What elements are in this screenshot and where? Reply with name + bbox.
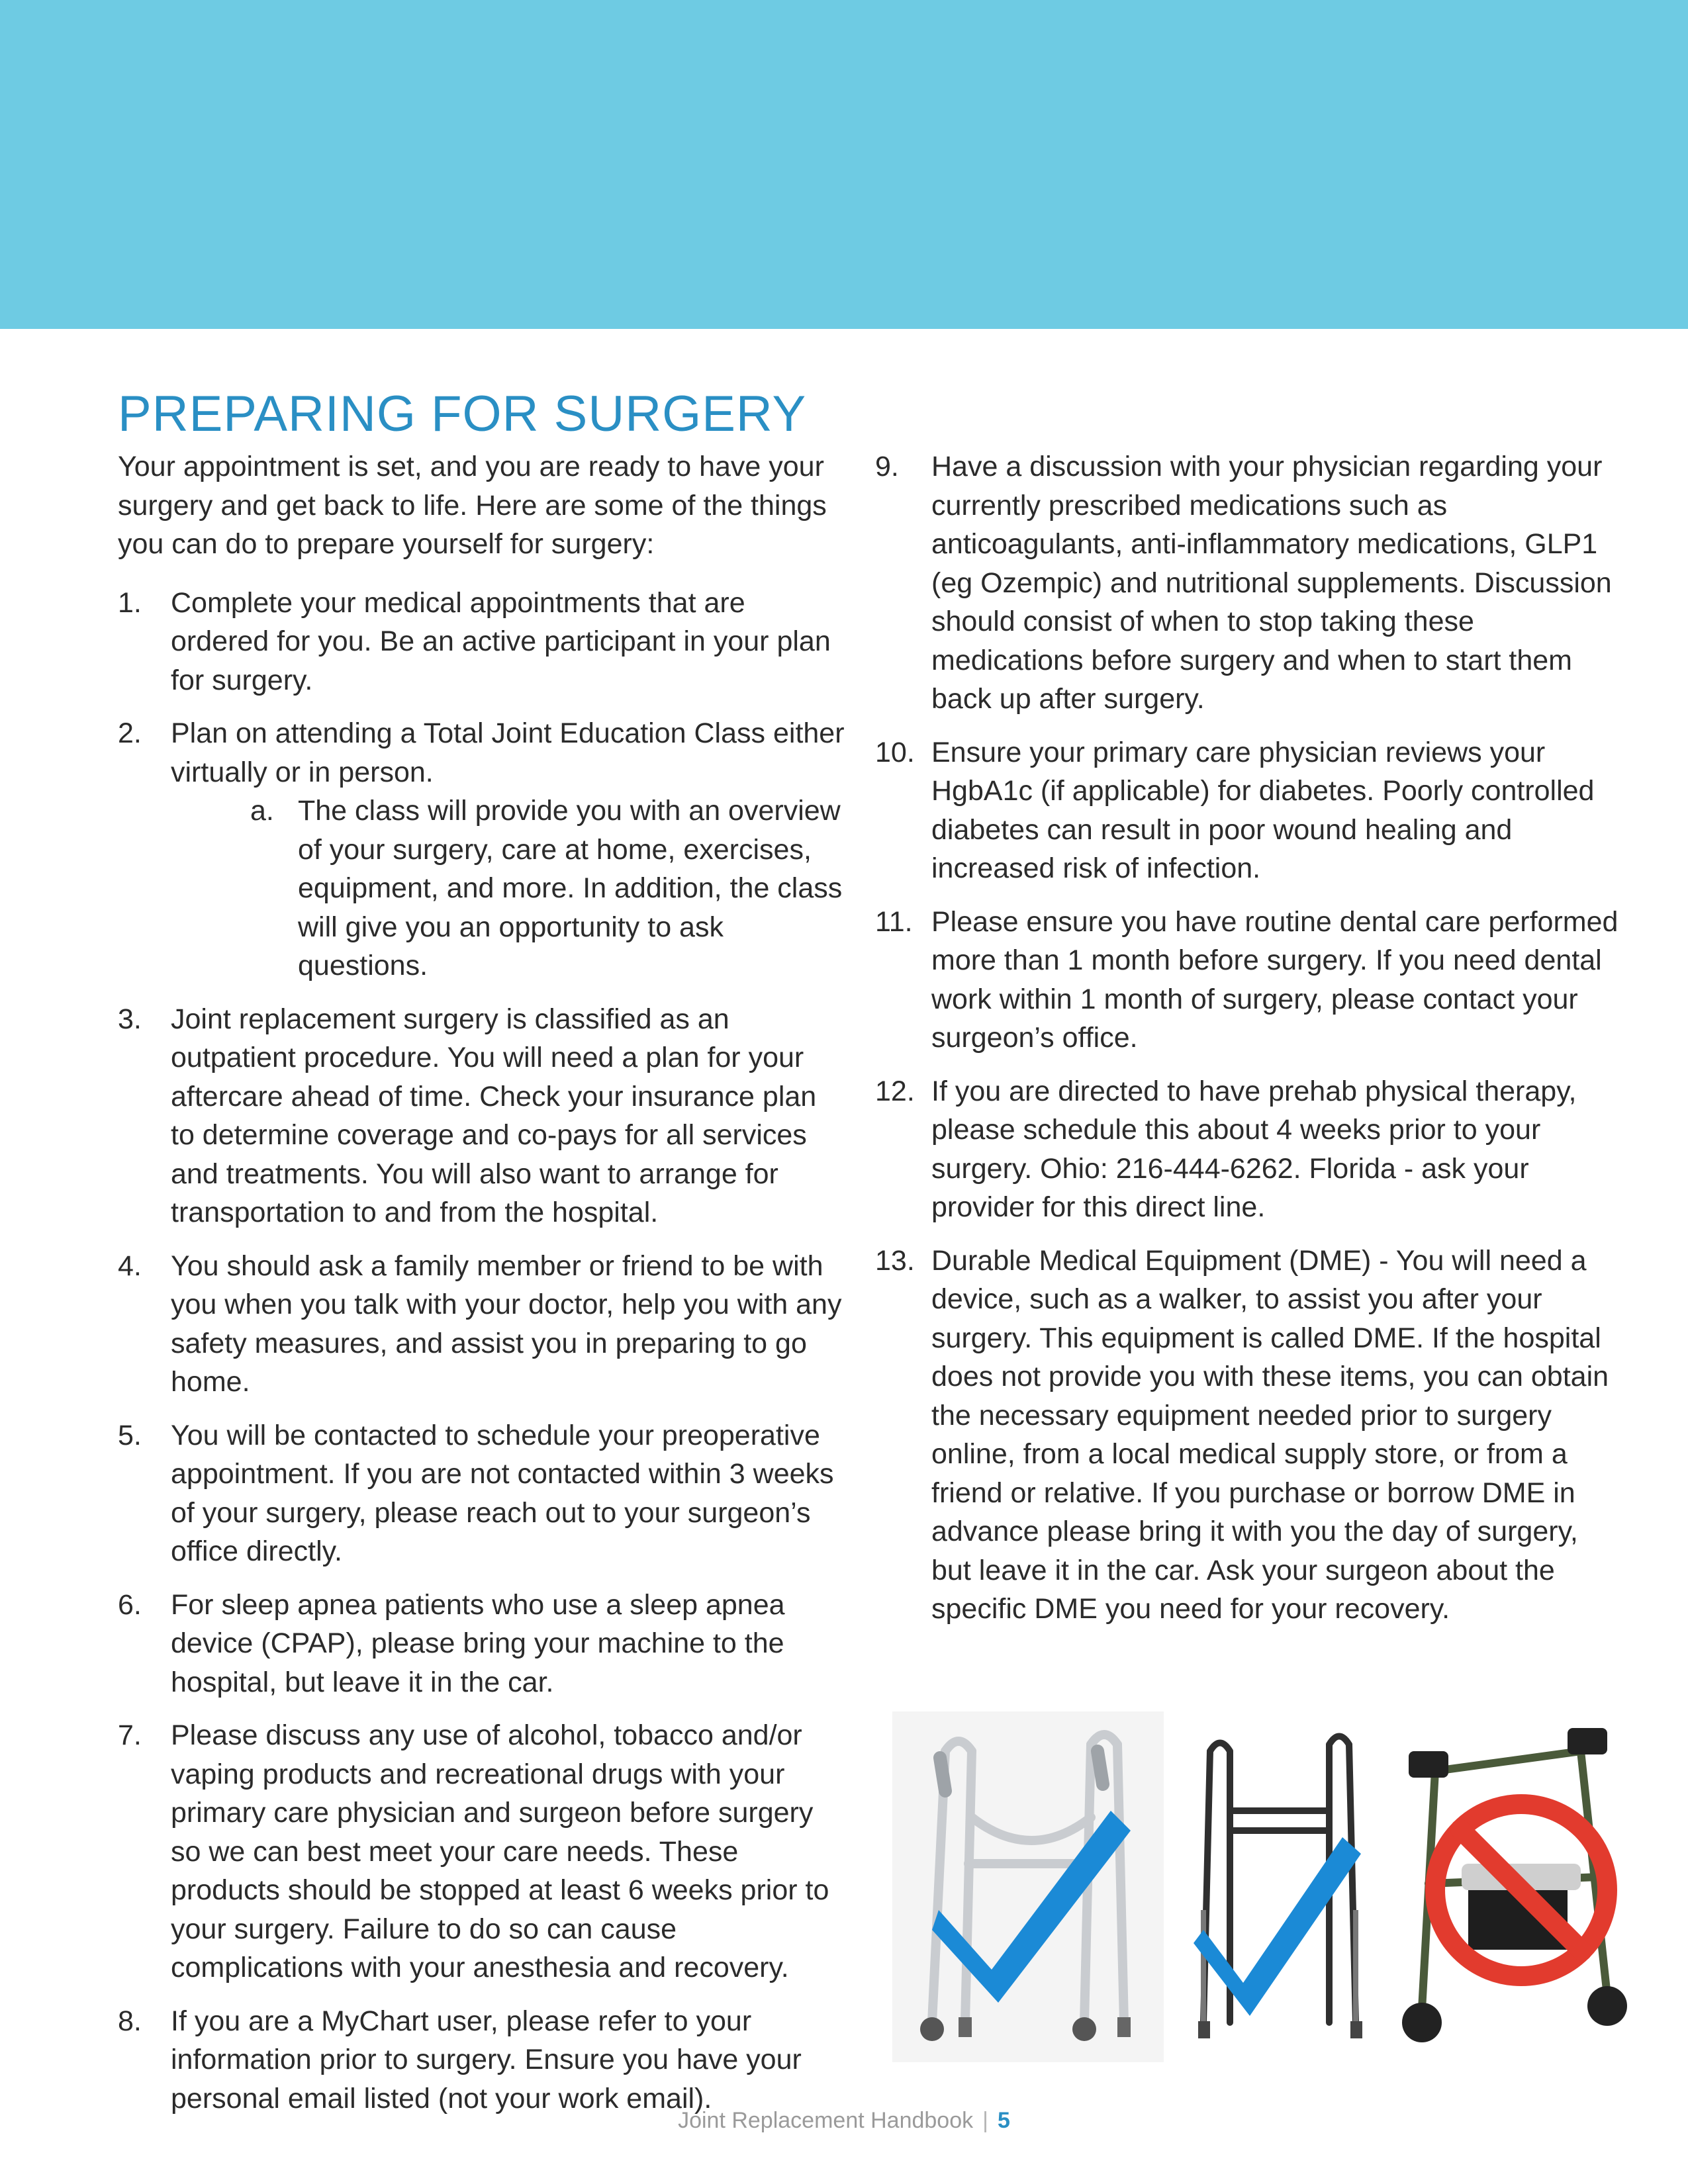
list-item-12: 12. If you are directed to have prehab physical therapy, please schedule this about 4 weeks prior to your surgery. Ohio: 216-444-6262. Florida - ask your provider for this direct line. bbox=[875, 1075, 1577, 1223]
list-item-7: 7. Please discuss any use of alcohol, tobacco and/or vaping products and recreational drugs with your primary care physician and surgeon before surgery so we can best meet your care needs. These products should be stopped at least 6 weeks prior to your surgery. Failure to do so can cause complications with your anesthesia and recovery. bbox=[118, 1719, 829, 1983]
footer-separator: | bbox=[982, 2108, 988, 2133]
preparation-list-right bbox=[875, 447, 1623, 1629]
list-item-6: 6. For sleep apnea patients who use a sleep apnea device (CPAP), please bring your machine to the hospital, but leave it in the car. bbox=[118, 1588, 785, 1698]
list-item-5: 5. You will be contacted to schedule your preoperative appointment. If you are not contacted within 3 weeks of your surgery, please reach out to your surgeon’s office directly. bbox=[118, 1419, 834, 1567]
rollator-prohibited-icon bbox=[1395, 1711, 1640, 2062]
preparation-list-left bbox=[118, 584, 846, 2118]
footer-title: Joint Replacement Handbook bbox=[678, 2108, 974, 2133]
page-footer bbox=[0, 2108, 1688, 2134]
list-item-11: 11. Please ensure you have routine dental care performed more than 1 month before surgery. If you need dental work within 1 month of surgery, please contact your surgeon’s office. bbox=[875, 905, 1618, 1054]
list-item-8: 8. If you are a MyChart user, please refer to your information prior to surgery. Ensure you have your personal email listed (not your work email). bbox=[118, 2005, 802, 2115]
walker-wheeled-check-icon bbox=[892, 1711, 1164, 2062]
list-item-3: 3. Joint replacement surgery is classified as an outpatient procedure. You will need a plan for your aftercare ahead of time. Check your insurance plan to determine coverage and co-pays for all services and treatments. You will also want to arrange for transportation to and from the hospital. bbox=[118, 1003, 817, 1228]
intro-paragraph: Your appointment is set, and you are ready to have your surgery and get back to life. Here are some of the things you can do to prepare yourself for surgery: bbox=[118, 451, 827, 560]
list-item-1: 1. Complete your medical appointments that are ordered for you. Be an active participant in your plan for surgery. bbox=[118, 586, 831, 696]
list-item-9: 9. Have a discussion with your physician regarding your currently prescribed medications such as anticoagulants, anti-inflammatory medications, GLP1 (eg Ozempic) and nutritional supplements. Discussion should consist of when to stop taking these medications before surgery and when to start them back up after surgery. bbox=[875, 451, 1612, 715]
right-column bbox=[875, 447, 1623, 1643]
left-column bbox=[118, 447, 846, 2132]
list-item-13: 13. Durable Medical Equipment (DME) - You will need a device, such as a walker, to assist you after your surgery. This equipment is called DME. If the hospital does not provide you with these items, you can obtain the necessary equipment needed prior to surgery online, from a local medical supply store, or from a friend or relative. If you purchase or borrow DME in advance please bring it with you the day of surgery, but leave it in the car. Ask your surgeon about the specific DME you need for your recovery. bbox=[875, 1244, 1609, 1625]
page-number: 5 bbox=[997, 2108, 1010, 2133]
page-title: PREPARING FOR SURGERY bbox=[118, 386, 807, 442]
walker-standard-check-icon bbox=[1184, 1711, 1382, 2062]
list-subitem-2a: a. The class will provide you with an overview of your surgery, care at home, exercises, equipment, and more. In addition, the class will give you an opportunity to ask questions. bbox=[250, 795, 843, 981]
list-item-10: 10. Ensure your primary care physician reviews your HgbA1c (if applicable) for diabetes. Poorly controlled diabetes can result in poor wound healing and increased risk of infection. bbox=[875, 736, 1595, 884]
header-band bbox=[0, 0, 1688, 329]
dme-images bbox=[892, 1711, 1640, 2062]
list-item-4: 4. You should ask a family member or friend to be with you when you talk with your doctor, help you with any safety measures, and assist you in preparing to go home. bbox=[118, 1250, 842, 1398]
list-item-2: 2. Plan on attending a Total Joint Education Class either virtually or in person. a. The class will provide you with an overview of your surgery, care at home, exercises, equipment, and more. In addition, the class will give you an opportunity to ask questions. bbox=[118, 714, 846, 985]
